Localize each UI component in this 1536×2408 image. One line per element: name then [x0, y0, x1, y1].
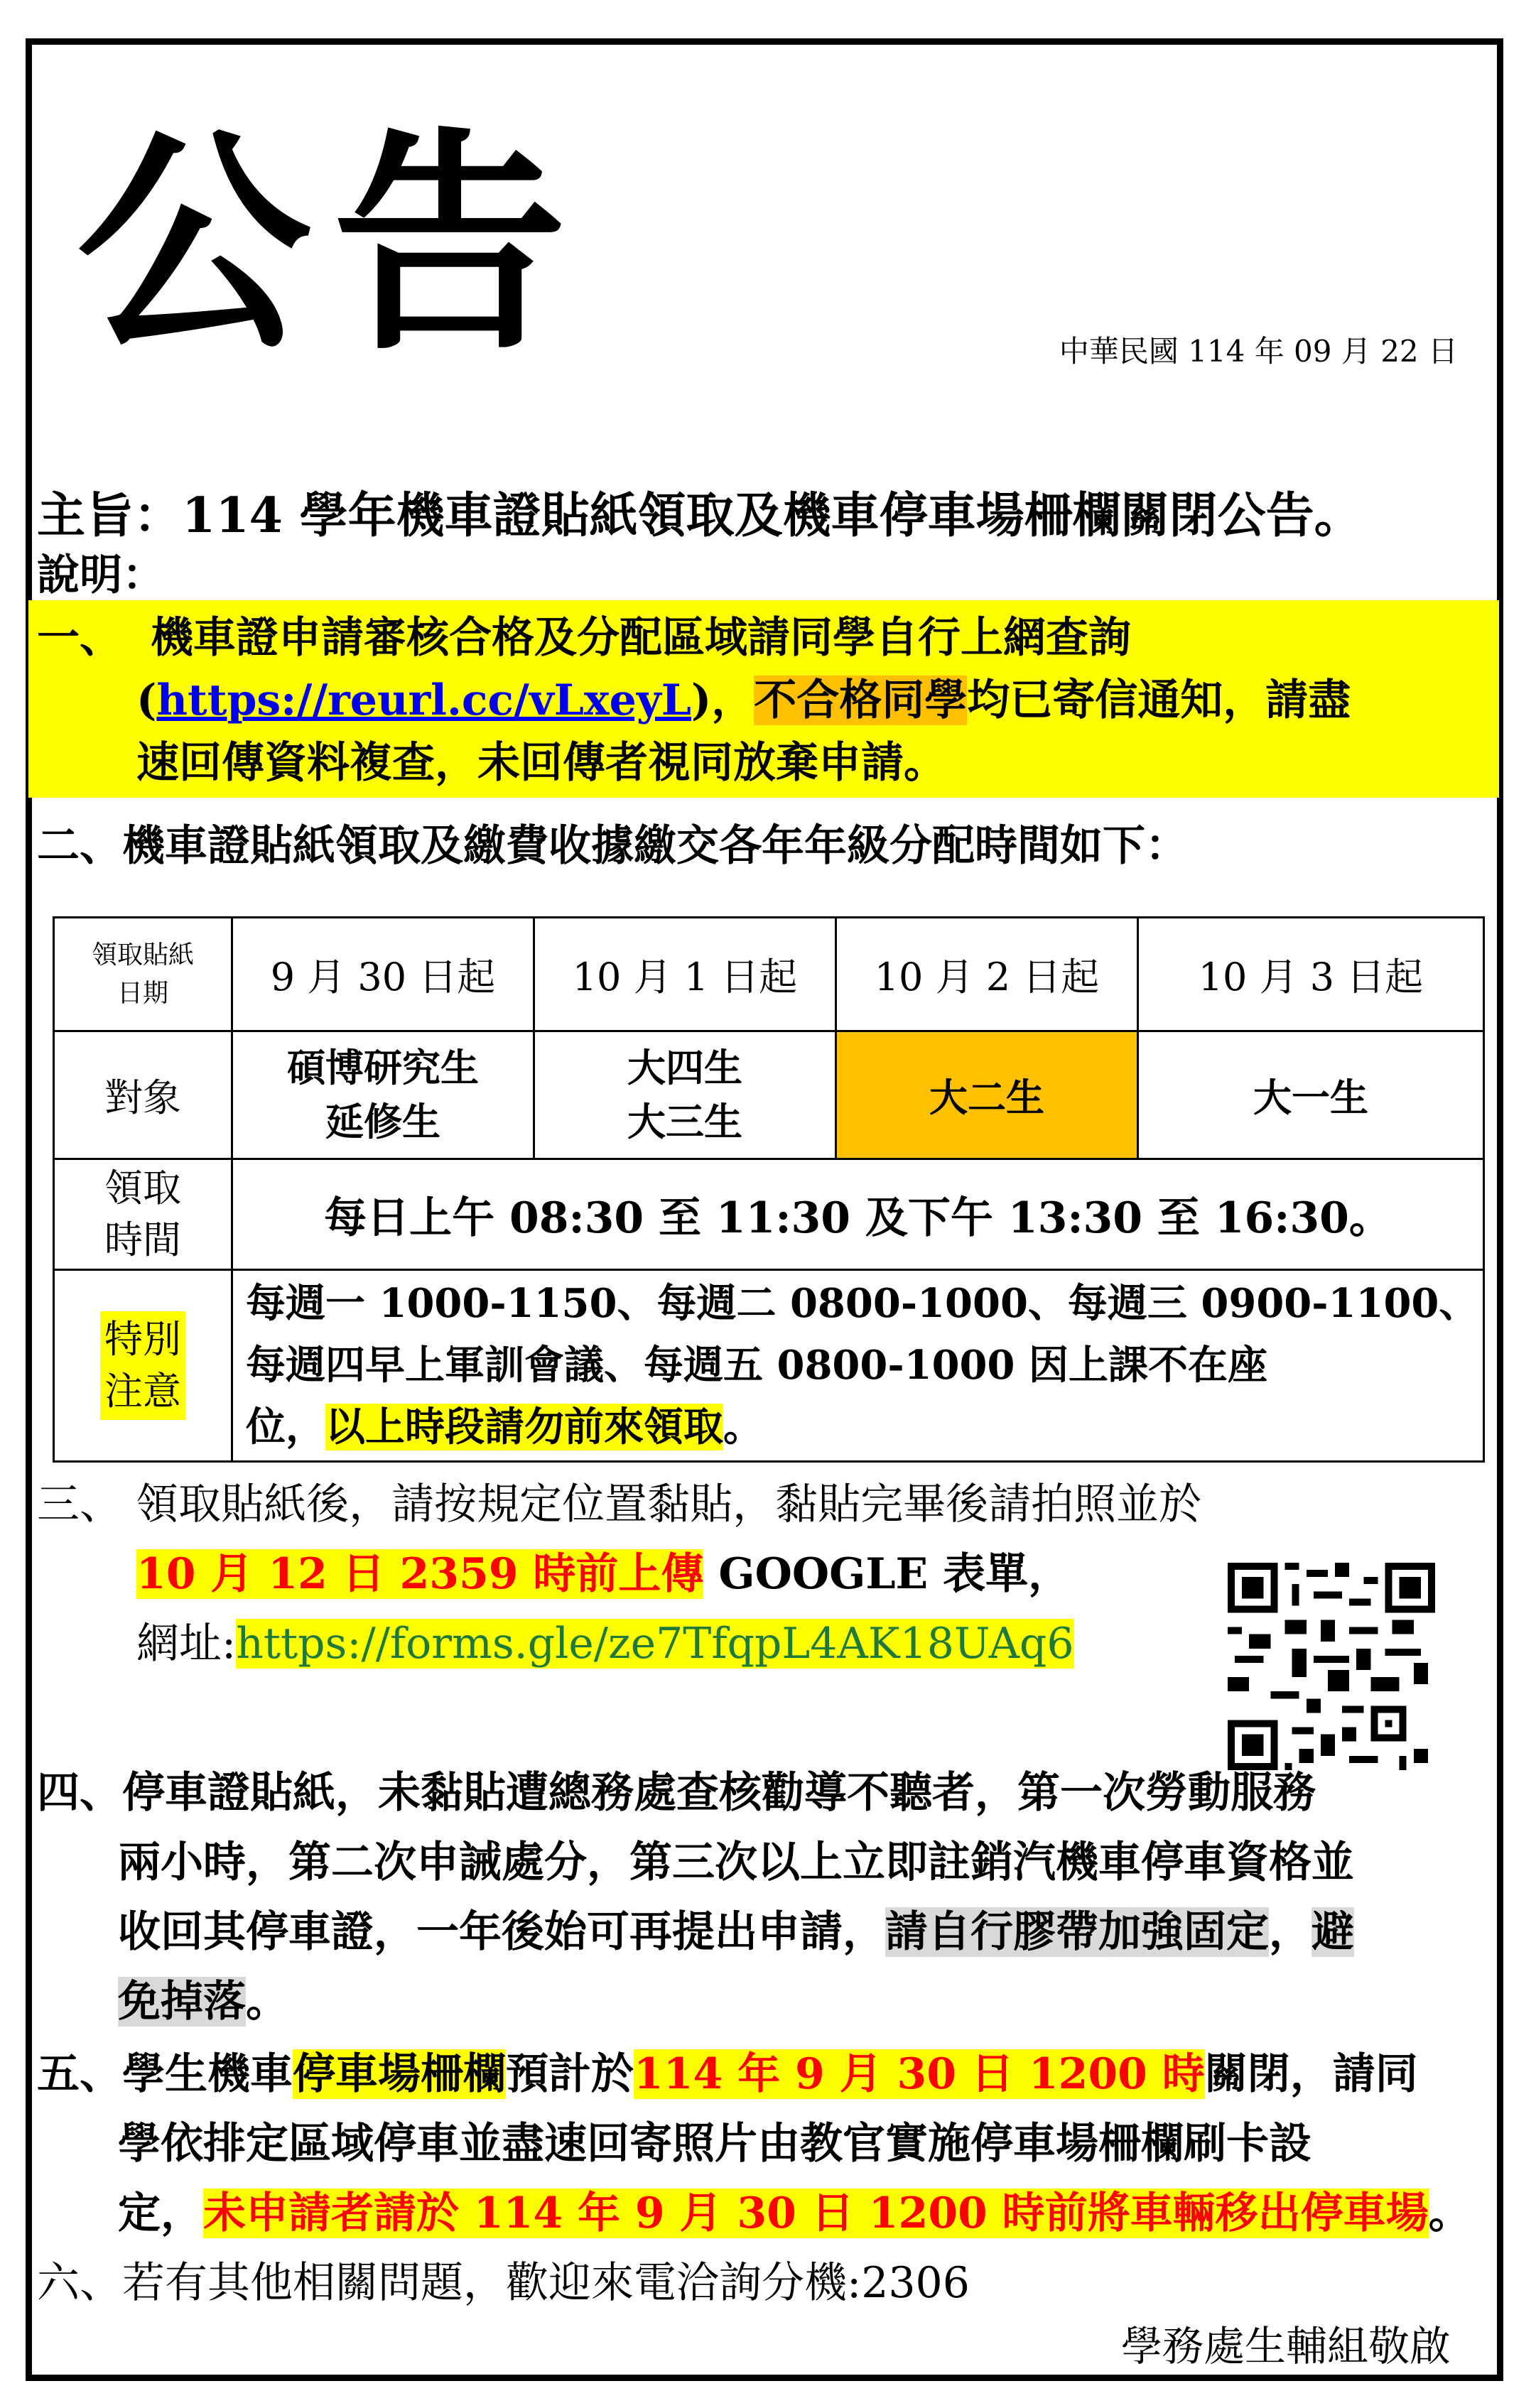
- item1-line2: (https://reurl.cc/vLxeyL)，不合格同學均已寄信通知，請盡: [136, 676, 1351, 725]
- note-label-cell: 特別 注意: [54, 1270, 232, 1462]
- qr-code: [1228, 1563, 1435, 1770]
- item1-line1: 一、 機車證申請審核合格及分配區域請同學自行上網查詢: [37, 613, 1131, 663]
- explain-label: 說明：: [37, 551, 165, 600]
- date-cell: 10 月 2 日起: [836, 918, 1138, 1031]
- notice-date: 中華民國 114 年 09 月 22 日: [1059, 334, 1458, 369]
- signature: 學務處生輔組敬啟: [1120, 2322, 1451, 2370]
- target-label-cell: 對象: [54, 1031, 232, 1159]
- date-cell: 10 月 1 日起: [534, 918, 836, 1031]
- date-cell: 10 月 3 日起: [1138, 918, 1484, 1031]
- item3-line2: 10 月 12 日 2359 時前上傳 GOOGLE 表單，: [136, 1549, 1071, 1599]
- item5-line1: 五、學生機車停車場柵欄預計於114 年 9 月 30 日 1200 時關閉，請同: [37, 2049, 1418, 2099]
- notice-title: 公告: [77, 109, 588, 381]
- reurl-link[interactable]: https://reurl.cc/vLxeyL: [156, 676, 691, 725]
- item4-line2: 兩小時，第二次申誡處分，第三次以上立即註銷汽機車停車資格並: [118, 1838, 1354, 1887]
- note-value-cell: 每週一 1000-1150、每週二 0800-1000、每週三 0900-1100、 每週四早上軍訓會議、每週五 0800-1000 因上課不在座 位，以上時段請勿前來領取。: [232, 1270, 1484, 1462]
- head-label-cell: 領取貼紙 日期: [54, 918, 232, 1031]
- item1-line3: 速回傳資料複查，未回傳者視同放棄申請。: [136, 738, 946, 788]
- item4-line4: 免掉落。: [118, 1977, 288, 2027]
- target-cell: 大四生 大三生: [534, 1031, 836, 1159]
- item5-line2: 學依排定區域停車並盡速回寄照片由教官實施停車場柵欄刷卡設: [118, 2119, 1311, 2169]
- item6-line: 六、若有其他相關問題，歡迎來電洽詢分機:2306: [37, 2258, 970, 2308]
- time-value-cell: 每日上午 08:30 至 11:30 及下午 13:30 至 16:30。: [232, 1159, 1484, 1270]
- item5-line3: 定，未申請者請於 114 年 9 月 30 日 1200 時前將車輛移出停車場。: [118, 2189, 1471, 2238]
- item3-line1: 三、 領取貼紙後，請按規定位置黏貼，黏貼完畢後請拍照並於: [37, 1480, 1202, 1529]
- google-form-link[interactable]: https://forms.gle/ze7TfqpL4AK18UAq6: [236, 1619, 1074, 1669]
- item3-line3: 網址:https://forms.gle/ze7TfqpL4AK18UAq6: [136, 1619, 1074, 1669]
- item4-line1: 四、停車證貼紙，未黏貼遭總務處查核勸導不聽者，第一次勞動服務: [37, 1768, 1316, 1818]
- item2-line: 二、機車證貼紙領取及繳費收據繳交各年年級分配時間如下：: [37, 821, 1188, 871]
- time-label-cell: 領取 時間: [54, 1159, 232, 1270]
- item4-line3: 收回其停車證，一年後始可再提出申請，請自行膠帶加強固定，避: [118, 1907, 1354, 1957]
- target-cell: 大一生: [1138, 1031, 1484, 1159]
- subject-line: 主旨：114 學年機車證貼紙領取及機車停車場柵欄關閉公告。: [37, 487, 1363, 544]
- target-cell: 大二生: [836, 1031, 1138, 1159]
- date-cell: 9 月 30 日起: [232, 918, 534, 1031]
- schedule-table: [53, 916, 1485, 1463]
- target-cell: 碩博研究生 延修生: [232, 1031, 534, 1159]
